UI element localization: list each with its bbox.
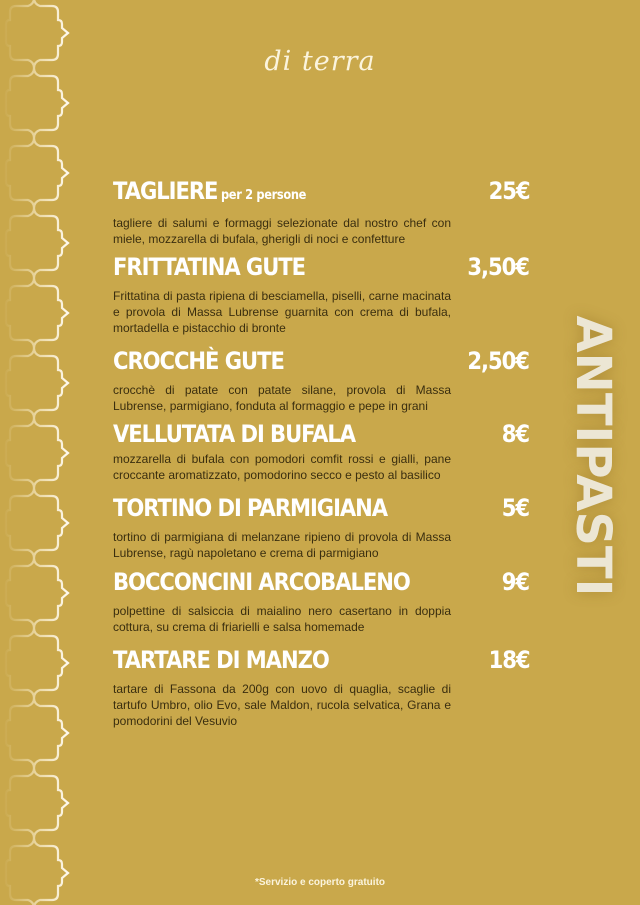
- item-description: tagliere di salumi e formaggi selezionate dal nostro chef con miele, mozzarella di bufala, gherigli di noci e confetture: [113, 216, 451, 246]
- menu-item: [113, 565, 529, 635]
- item-description: Frittatina di pasta ripiena di besciamella, piselli, carne macinata e provola di Massa Lubrense guarnita con crema di bufala, mortadella e pistacchio di bronte: [113, 289, 451, 335]
- section-title: [548, 315, 638, 597]
- item-description: mozzarella di bufala con pomodori comfit rossi e gialli, pane croccante aromatizzato, pomodorino secco e pesto al basilico: [113, 452, 451, 482]
- item-price: 25€: [488, 177, 529, 205]
- item-name: FRITTATINA GUTE: [113, 253, 306, 281]
- item-name: CROCCHÈ GUTE: [113, 347, 284, 375]
- item-price: 5€: [501, 494, 529, 522]
- item-name: BOCCONCINI ARCOBALENO: [113, 568, 410, 596]
- item-price: 18€: [488, 646, 529, 674]
- menu-list: [113, 174, 529, 729]
- item-name: TARTARE DI MANZO: [113, 646, 329, 674]
- item-note: per 2 persone: [220, 188, 307, 203]
- item-price: 2,50€: [467, 347, 529, 375]
- item-price: 3,50€: [467, 253, 529, 281]
- item-price: 9€: [501, 568, 529, 596]
- item-name: TORTINO DI PARMIGIANA: [113, 494, 388, 522]
- menu-subtitle: di terra: [264, 46, 376, 77]
- item-description: tartare di Fassona da 200g con uovo di quaglia, scaglie di tartufo Umbro, olio Evo, sale Maldon, rucola selvatica, Grana e pomodorini del Vesuvio: [113, 682, 451, 728]
- item-description: crocchè di patate con patate silane, provola di Massa Lubrense, parmigiano, fonduta al formaggio e pepe in grani: [113, 383, 451, 413]
- section-title-text: ANTIPASTI: [565, 315, 621, 597]
- item-description: polpettine di salsiccia di maialino nero casertano in doppia cottura, su crema di friarielli e salsa homemade: [113, 604, 451, 634]
- menu-item: [113, 417, 529, 483]
- item-name: TAGLIERE: [113, 177, 218, 205]
- menu-item: [113, 344, 529, 414]
- menu-item: [113, 250, 529, 336]
- item-name: VELLUTATA DI BUFALA: [113, 420, 356, 448]
- item-description: tortino di parmigiana di melanzane ripieno di provola di Massa Lubrense, ragù napoletano e crema di parmigiano: [113, 530, 451, 560]
- menu-item: [113, 491, 529, 561]
- menu-item: [113, 174, 529, 247]
- service-note: *Servizio e coperto gratuito: [254, 877, 386, 888]
- item-price: 8€: [501, 420, 529, 448]
- menu-item: [113, 643, 529, 729]
- decorative-border-pattern: [0, 0, 80, 905]
